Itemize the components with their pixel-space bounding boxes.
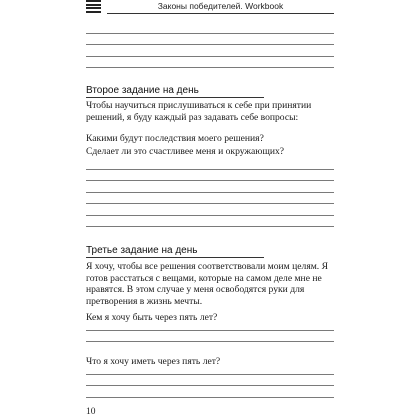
writing-lines-third-b [86, 374, 334, 408]
book-emblem-icon [86, 0, 101, 14]
section-heading-text: Третье задание на день [86, 245, 198, 256]
writing-line[interactable] [86, 385, 334, 386]
writing-line[interactable] [86, 180, 334, 181]
writing-line[interactable] [86, 215, 334, 216]
writing-line[interactable] [86, 397, 334, 398]
heading-underline [86, 257, 264, 258]
book-title: Законы победителей. Workbook [157, 1, 284, 11]
writing-lines-top [86, 33, 334, 79]
question: Кем я хочу быть через пять лет? [86, 312, 218, 323]
section-heading-third [86, 245, 334, 258]
paragraph: Я хочу, чтобы все решения соответствовали моим целям. Я готов расстаться с вещами, которые на самом деле мне не нравятся. В этом случае у меня освободятся руки для претворения в жизнь мечты. [86, 261, 329, 307]
writing-line[interactable] [86, 374, 334, 375]
question: Сделает ли это счастливее меня и окружающих? [86, 146, 285, 157]
section-heading-second [86, 85, 334, 98]
writing-line[interactable] [86, 44, 334, 45]
writing-line[interactable] [86, 226, 334, 227]
writing-lines-third-a [86, 330, 334, 353]
writing-line[interactable] [86, 67, 334, 68]
paragraph: Чтобы научиться прислушиваться к себе при принятии решений, я буду каждый раз задавать себе вопросы: [86, 100, 312, 123]
page-number: 10 [86, 407, 96, 417]
heading-underline [86, 97, 264, 98]
writing-line[interactable] [86, 203, 334, 204]
writing-line[interactable] [86, 330, 334, 331]
writing-line[interactable] [86, 169, 334, 170]
section-heading-text: Второе задание на день [86, 85, 199, 96]
question: Что я хочу иметь через пять лет? [86, 356, 221, 367]
writing-line[interactable] [86, 56, 334, 57]
question: Какими будут последствия моего решения? [86, 133, 264, 144]
writing-line[interactable] [86, 341, 334, 342]
header-rule [107, 13, 334, 14]
writing-lines-second [86, 169, 334, 237]
writing-line[interactable] [86, 192, 334, 193]
running-header [107, 0, 334, 14]
writing-line[interactable] [86, 33, 334, 34]
